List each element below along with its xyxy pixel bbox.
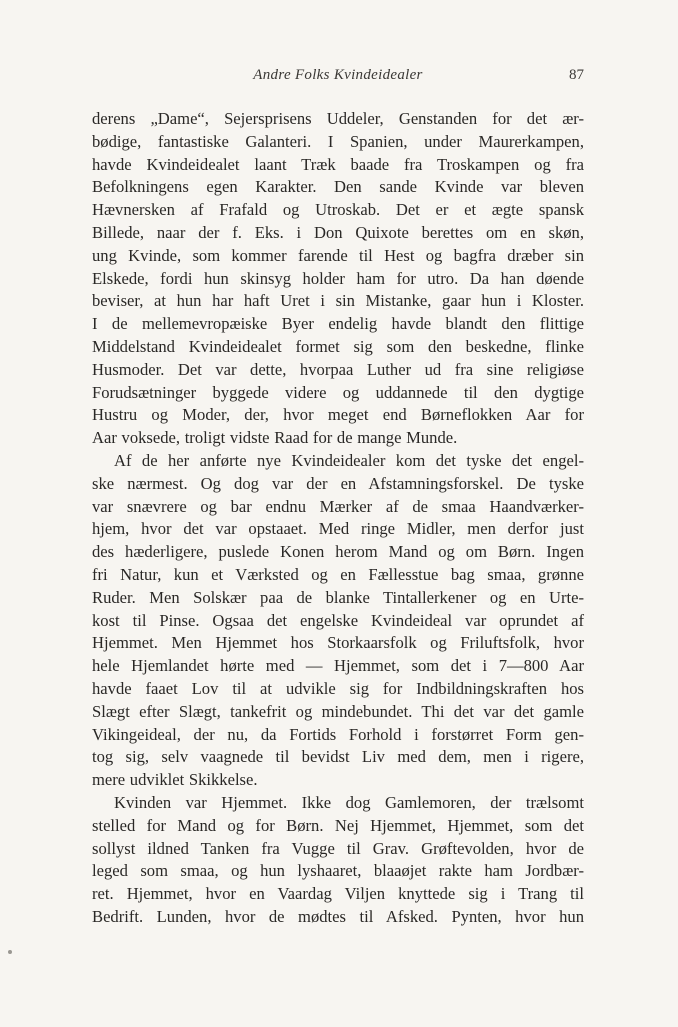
body-text — [92, 108, 584, 929]
text-line: fri Natur, kun et Værksted og en Fællesstue bag smaa, grønne — [92, 564, 584, 584]
text-line: Bedrift. Lunden, hvor de mødtes til Afsked. Pynten, hvor hun — [92, 906, 584, 926]
page-header — [92, 67, 584, 87]
paper-speck — [8, 950, 12, 954]
text-line: hele Hjemlandet hørte med — Hjemmet, som det i 7—800 Aar — [92, 656, 584, 676]
text-line: Aar voksede, troligt vidste Raad for de mange Munde. — [92, 428, 458, 448]
text-line: var snævrere og bar endnu Mærker af de smaa Haandværker- — [92, 496, 584, 516]
text-line: Slægt efter Slægt, tankefrit og mindebundet. Thi det var det gamle — [92, 701, 584, 721]
text-line: Billede, naar der f. Eks. i Don Quixote berettes om en skøn, — [92, 222, 584, 242]
text-line: des hæderligere, puslede Konen herom Mand og om Børn. Ingen — [92, 542, 584, 562]
text-line: Hjemmet. Men Hjemmet hos Storkaarsfolk og Friluftsfolk, hvor — [92, 633, 584, 653]
text-line: Befolkningens egen Karakter. Den sande Kvinde var bleven — [92, 177, 584, 197]
text-line: Forudsætninger byggede videre og uddannede til den dygtige — [92, 382, 584, 402]
text-line: ung Kvinde, som kommer farende til Hest og bagfra dræber sin — [92, 245, 584, 265]
text-line: ret. Hjemmet, hvor en Vaardag Viljen knyttede sig i Trang til — [92, 884, 584, 904]
text-line: stelled for Mand og for Børn. Nej Hjemmet, Hjemmet, som det — [92, 815, 584, 835]
text-line: ske nærmest. Og dog var der en Afstamningsforskel. De tyske — [92, 473, 584, 493]
text-line: havde faaet Lov til at udvikle sig for Indbildningskraften hos — [92, 678, 584, 698]
text-line: derens „Dame“, Sejersprisens Uddeler, Genstanden for det ær- — [92, 109, 584, 128]
text-line: Af de her anførte nye Kvindeidealer kom det tyske det engel- — [114, 450, 584, 470]
text-line: havde Kvindeidealet laant Træk baade fra Troskampen og fra — [92, 154, 584, 174]
text-line: mere udviklet Skikkelse. — [92, 770, 258, 790]
text-line: Elskede, fordi hun skinsyg holder ham for utro. Da han døende — [92, 268, 584, 288]
text-line: Hustru og Moder, der, hvor meget end Børneflokken Aar for — [92, 405, 584, 425]
text-line: hjem, hvor det var opstaaet. Med ringe Midler, men derfor just — [92, 519, 584, 539]
text-line: beviser, at hun har haft Uret i sin Mistanke, gaar hun i Kloster. — [92, 291, 584, 311]
text-line: sollyst ildned Tanken fra Vugge til Grav. Grøftevolden, hvor de — [92, 838, 584, 858]
text-line: tog sig, selv vaagnede til bevidst Liv med dem, men i rigere, — [92, 747, 584, 767]
text-line: Ruder. Men Solskær paa de blanke Tintallerkener og en Urte- — [92, 587, 584, 607]
page-number: 87 — [569, 67, 584, 83]
text-line: bødige, fantastiske Galanteri. I Spanien, under Maurerkampen, — [92, 131, 584, 151]
text-line: Hævnersken af Frafald og Utroskab. Det er et ægte spansk — [92, 200, 584, 220]
text-line: kost til Pinse. Ogsaa det engelske Kvindeideal var oprundet af — [92, 610, 584, 630]
text-line: Vikingeideal, der nu, da Fortids Forhold i forstørret Form gen- — [92, 724, 584, 744]
text-line: I de mellemevropæiske Byer endelig havde blandt den flittige — [92, 314, 584, 334]
text-line: leged som smaa, og hun lyshaaret, blaaøjet rakte ham Jordbær- — [92, 861, 584, 881]
running-title: Andre Folks Kvindeidealer — [253, 67, 423, 83]
text-line: Husmoder. Det var dette, hvorpaa Luther ud fra sine religiøse — [92, 359, 584, 379]
text-line: Kvinden var Hjemmet. Ikke dog Gamlemoren, der trælsomt — [114, 792, 584, 812]
text-line: Middelstand Kvindeidealet formet sig som den beskedne, flinke — [92, 336, 584, 356]
